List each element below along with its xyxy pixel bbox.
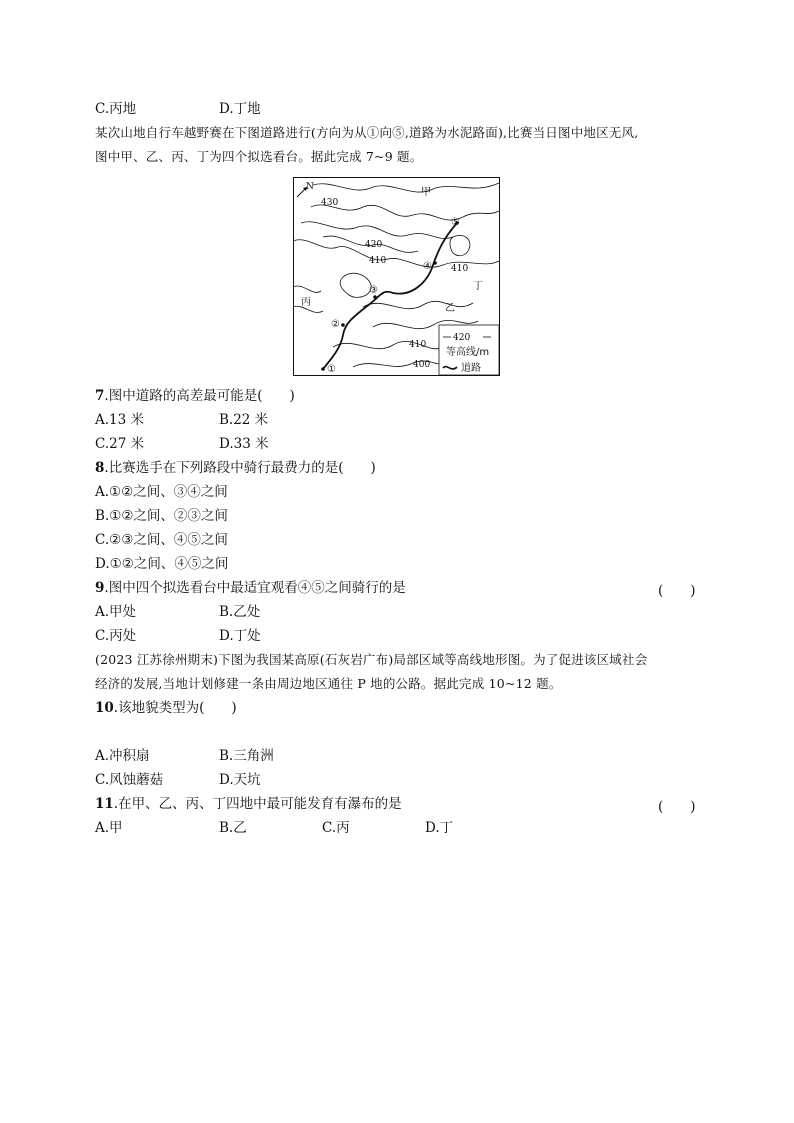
question-8-number: 8	[95, 460, 105, 476]
q11-option-d: D.丁	[425, 820, 454, 836]
contour-label-430: 430	[321, 198, 339, 208]
question-10	[95, 699, 237, 717]
question-11-answer-blank: ( )	[658, 799, 696, 815]
point-3-label: ③	[369, 285, 378, 296]
q10-option-b: B.三角洲	[219, 748, 274, 764]
point-5-label: ⑤	[451, 217, 460, 228]
question-7-text: .图中道路的高差最可能是( )	[104, 388, 295, 404]
question-8-text: .比赛选手在下列路段中骑行最费力的是( )	[104, 460, 376, 476]
question-9-answer-blank: ( )	[658, 583, 696, 599]
question-11	[95, 795, 402, 813]
point-1-label: ①	[327, 364, 336, 375]
place-yi-label: 乙	[445, 303, 455, 314]
q7-option-b: B.22 米	[219, 412, 269, 428]
question-8	[95, 459, 376, 477]
q9-option-c: C.丙处	[95, 628, 137, 644]
intro-text-line1: 某次山地自行车越野赛在下图道路进行(方向为从①向⑤,道路为水泥路面),比赛当日图中地区无风,	[95, 125, 639, 140]
legend-contour-label: 等高线/m	[446, 347, 490, 358]
contour-label-410-b: 410	[451, 264, 469, 274]
q8-option-d: D.①②之间、④⑤之间	[95, 556, 229, 572]
q7-option-d: D.33 米	[219, 436, 269, 452]
q8-option-c: C.②③之间、④⑤之间	[95, 532, 228, 548]
place-bing-label: 丙	[301, 297, 311, 308]
q9-option-b: B.乙处	[219, 604, 261, 620]
legend-road-label: 道路	[461, 363, 481, 374]
q8-option-b: B.①②之间、②③之间	[95, 508, 228, 524]
intro-b-text-line2: 经济的发展,当地计划修建一条由周边地区通往 P 地的公路。据此完成 10~12 题。	[95, 676, 562, 691]
option-c: C.丙地	[95, 101, 137, 117]
point-2-label: ②	[331, 319, 340, 330]
legend-sample-value: 420	[453, 333, 471, 343]
q11-option-b: B.乙	[219, 820, 247, 836]
question-10-text: .该地貌类型为( )	[113, 700, 237, 716]
contour-label-400: 400	[413, 360, 431, 370]
question-11-number: 11	[95, 796, 114, 812]
intro-b-text-line1: (2023 江苏徐州期末)下图为我国某高原(石灰岩广布)局部区域等高线地形图。为了促进该区域社会	[95, 652, 648, 667]
option-d: D.丁地	[219, 101, 261, 117]
q10-option-a: A.冲积扇	[95, 748, 150, 764]
contour-map-svg	[293, 177, 500, 376]
question-7	[95, 387, 295, 405]
north-label: N	[306, 182, 314, 192]
q11-option-c: C.丙	[322, 820, 350, 836]
q9-option-a: A.甲处	[95, 604, 137, 620]
question-10-number: 10	[95, 700, 114, 716]
contour-map-figure	[293, 177, 500, 376]
q7-option-a: A.13 米	[95, 412, 145, 428]
q7-option-c: C.27 米	[95, 436, 145, 452]
contour-label-410-c: 410	[409, 340, 427, 350]
question-11-text: .在甲、乙、丙、丁四地中最可能发育有瀑布的是	[113, 796, 402, 812]
point-4-label: ④	[423, 261, 432, 272]
question-9	[95, 579, 406, 597]
question-9-text: .图中四个拟选看台中最适宜观看④⑤之间骑行的是	[104, 580, 406, 596]
intro-text-line2: 图中甲、乙、丙、丁为四个拟选看台。据此完成 7~9 题。	[95, 149, 423, 164]
map-legend	[439, 325, 499, 375]
contour-label-410-a: 410	[369, 256, 387, 266]
question-7-number: 7	[95, 388, 105, 404]
place-ding-label: 丁	[473, 281, 483, 292]
contour-label-420: 420	[365, 240, 383, 250]
q11-option-a: A.甲	[95, 820, 123, 836]
question-9-number: 9	[95, 580, 105, 596]
q10-option-c: C.风蚀蘑菇	[95, 772, 164, 788]
q9-option-d: D.丁处	[219, 628, 261, 644]
q10-option-d: D.天坑	[219, 772, 261, 788]
place-jia-label: 甲	[421, 187, 431, 198]
q8-option-a: A.①②之间、③④之间	[95, 484, 228, 500]
